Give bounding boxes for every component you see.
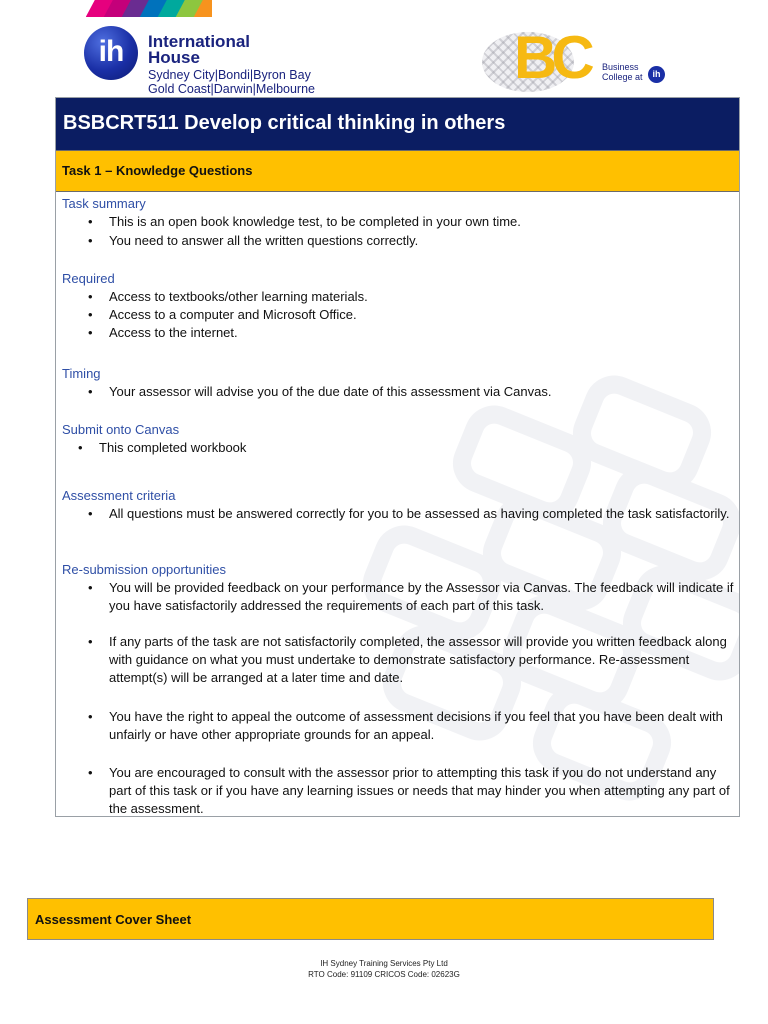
- ih-locations-line2: Gold Coast|Darwin|Melbourne: [148, 82, 315, 96]
- bc-text-line2: College at: [602, 72, 643, 82]
- section-heading-resubmission: Re-submission opportunities: [62, 562, 227, 577]
- ih-locations: [148, 68, 315, 96]
- bc-logo-text: [602, 62, 643, 82]
- cover-sheet-title: Assessment Cover Sheet: [35, 912, 192, 927]
- ih-locations-line1: Sydney City|Bondi|Byron Bay: [148, 68, 311, 82]
- section-heading-required: Required: [62, 271, 115, 286]
- ih-name-line1: International: [148, 32, 251, 51]
- ih-logo-name: [148, 34, 250, 66]
- list-item: • Access to a computer and Microsoft Office.: [109, 306, 739, 324]
- section-heading-assessment-criteria: Assessment criteria: [62, 488, 176, 503]
- list-item: • Your assessor will advise you of the due date of this assessment via Canvas.: [109, 383, 739, 401]
- ih-name-line2: House: [148, 48, 200, 67]
- section-heading-task-summary: Task summary: [62, 196, 146, 211]
- cover-sheet-bar: [27, 898, 714, 940]
- task-box: [55, 97, 740, 817]
- list-item: • Access to the internet.: [109, 324, 739, 342]
- section-heading-timing: Timing: [62, 366, 101, 381]
- section-heading-submit: Submit onto Canvas: [62, 422, 180, 437]
- list-item: • You are encouraged to consult with the assessor prior to attempting this task if you do not understand any part of this task or if you have any learning issues or needs that may hinder you when attempting any part of the assessment.: [109, 764, 739, 817]
- list-item: • This is an open book knowledge test, to be completed in your own time.: [109, 213, 739, 231]
- list-item: • Access to textbooks/other learning materials.: [109, 288, 739, 306]
- list-item: • This completed workbook: [99, 439, 729, 457]
- page-title: BSBCRT511 Develop critical thinking in others: [63, 112, 506, 134]
- bc-ih-mark: ih: [648, 66, 665, 83]
- list-item: • All questions must be answered correctly for you to be assessed as having completed the task satisfactorily.: [109, 505, 739, 523]
- business-college-logo: [480, 24, 670, 96]
- color-stripe: [86, 0, 212, 17]
- list-item: • You will be provided feedback on your performance by the Assessor via Canvas. The feedback will indicate if you have satisfactorily addressed the requirements of each part of this task.: [109, 579, 739, 615]
- footer-codes: RTO Code: 91109 CRICOS Code: 02623G: [308, 970, 460, 979]
- list-item: • You need to answer all the written questions correctly.: [109, 232, 739, 250]
- task-content: [56, 98, 739, 816]
- bc-text-line1: Business: [602, 62, 639, 72]
- bc-letters: BC: [514, 24, 589, 91]
- ih-logo-mark: ih: [84, 26, 138, 80]
- task-title: Task 1 – Knowledge Questions: [62, 163, 253, 178]
- list-item: • If any parts of the task are not satisfactorily completed, the assessor will provide you written feedback along with guidance on what you must undertake to demonstrate satisfactory performance. Re-assessment attempt(s) will be arranged at a later time and date.: [109, 633, 739, 687]
- footer-company: IH Sydney Training Services Pty Ltd: [320, 959, 448, 968]
- list-item: • You have the right to appeal the outcome of assessment decisions if you feel that you have been dealt with unfairly or have other appropriate grounds for an appeal.: [109, 708, 739, 744]
